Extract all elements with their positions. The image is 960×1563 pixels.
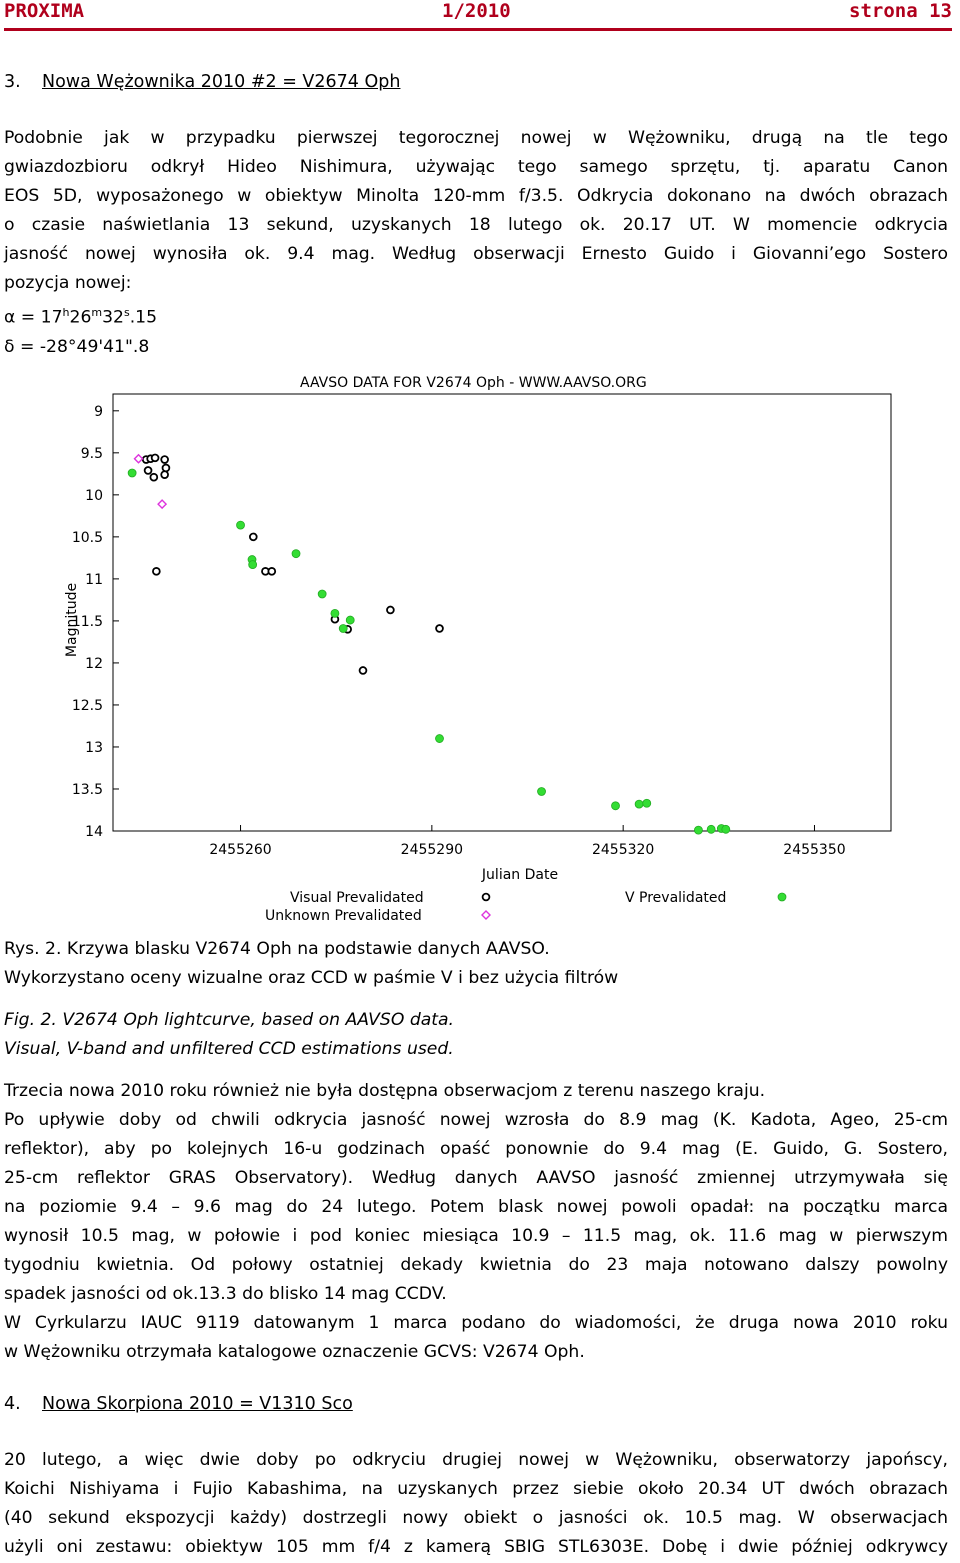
section-title: Nowa Wężownika 2010 #2 = V2674 Oph — [42, 72, 401, 92]
figure-caption-en — [4, 1006, 948, 1064]
data-point — [163, 465, 170, 472]
paragraph-line: jasność nowej wynosiła ok. 9.4 mag. Według obserwacji Ernesto Guido i Giovanni’ego Sostero — [4, 244, 948, 264]
x-tick-label: 2455320 — [591, 842, 655, 858]
x-ticks — [209, 825, 845, 858]
data-point — [360, 667, 367, 674]
data-point — [268, 568, 275, 575]
paragraph-line: Podobnie jak w przypadku pierwszej tegorocznej nowej w Wężowniku, drugą na tle tego — [4, 128, 948, 148]
caption-line: Wykorzystano oceny wizualne oraz CCD w paśmie V i bez użycia filtrów — [4, 968, 619, 988]
x-tick-label: 2455350 — [783, 842, 846, 858]
paragraph-line: 20 lutego, a więc dwie doby po odkryciu drugiej nowej w Wężowniku, obserwatorzy japońscy, — [4, 1450, 948, 1470]
data-point — [318, 590, 326, 598]
data-point — [249, 561, 257, 569]
data-point — [538, 788, 546, 796]
data-point — [128, 469, 136, 477]
y-tick-label: 13.5 — [71, 781, 103, 798]
paragraph-line: spadek jasności od ok.13.3 do blisko 14 mag CCDV. — [4, 1284, 447, 1304]
paragraph-line: o czasie naświetlania 13 sekund, uzyskanych 18 lutego ok. 20.17 UT. W momencie odkrycia — [4, 215, 948, 235]
data-point — [436, 735, 444, 743]
issue-number: 1/2010 — [442, 0, 511, 22]
paragraph-line: (40 sekund ekspozycji każdy) dostrzegli nowy obiekt o jasności ok. 10.5 mag. W obserwacjach — [4, 1508, 948, 1528]
data-point — [250, 533, 257, 540]
page-number: strona 13 — [849, 0, 952, 22]
page-header — [4, 0, 952, 31]
section-number: 4. — [4, 1394, 21, 1414]
paragraph-line: Po upływie doby od chwili odkrycia jasność nowej wzrosła do 8.9 mag (K. Kadota, Ageo, 25-cm — [4, 1110, 948, 1130]
paragraph-line: W Cyrkularzu IAUC 9119 datowanym 1 marca podano do wiadomości, że druga nowa 2010 roku — [4, 1313, 948, 1333]
y-tick-label: 14 — [85, 824, 103, 840]
data-points — [128, 454, 730, 834]
caption-line: Visual, V-band and unfiltered CCD estimations used. — [4, 1039, 454, 1059]
legend-marker — [483, 894, 490, 901]
y-axis-label: Magnitude — [64, 582, 80, 658]
plot-frame — [113, 394, 891, 831]
caption-line: Fig. 2. V2674 Oph lightcurve, based on AAVSO data. — [4, 1010, 455, 1030]
section-3-heading — [4, 72, 400, 92]
data-point — [339, 624, 347, 632]
paragraph-line: użyli oni zestawu: obiektyw 105 mm f/4 z kamerą SBIG STL6303E. Dobę i dwie później odkrywcy — [4, 1537, 948, 1557]
declination: δ = -28°49'41".8 — [4, 336, 150, 357]
legend-label: V Prevalidated — [625, 890, 727, 906]
y-ticks — [72, 404, 119, 840]
y-tick-label: 11 — [85, 571, 103, 588]
body-paragraph-2 — [4, 1077, 948, 1367]
y-tick-label: 9 — [94, 403, 103, 420]
legend — [265, 890, 786, 924]
legend-marker — [778, 893, 786, 901]
y-tick-label: 12.5 — [71, 697, 103, 714]
data-point — [152, 454, 159, 461]
journal-name: PROXIMA — [4, 0, 85, 22]
section-number: 3. — [4, 72, 21, 92]
data-point — [331, 609, 339, 617]
data-point — [158, 500, 166, 508]
section-3-paragraph — [4, 124, 948, 362]
x-tick-label: 2455290 — [400, 842, 464, 858]
paragraph-line: na poziomie 9.4 – 9.6 mag do 24 lutego. Potem blask nowej powoli opadał: na początku marca — [4, 1197, 948, 1217]
y-tick-label: 10 — [85, 487, 103, 504]
section-4-paragraph — [4, 1446, 948, 1562]
data-point — [135, 455, 143, 463]
y-tick-label: 9.5 — [80, 445, 103, 462]
paragraph-line: Trzecia nowa 2010 roku również nie była dostępna obserwacjom z terenu naszego kraju. — [4, 1081, 766, 1101]
data-point — [722, 825, 730, 833]
legend-label: Unknown Prevalidated — [265, 908, 422, 924]
paragraph-line: EOS 5D, wyposażonego w obiektyw Minolta 120-mm f/3.5. Odkrycia dokonano na dwóch obrazach — [4, 186, 948, 206]
data-point — [694, 826, 702, 834]
paragraph-line: gwiazdozbioru odkrył Hideo Nishimura, używając tego samego sprzętu, tj. aparatu Canon — [4, 157, 948, 177]
data-point — [436, 625, 443, 632]
caption-line: Rys. 2. Krzywa blasku V2674 Oph na podstawie danych AAVSO. — [4, 939, 550, 959]
y-tick-label: 13 — [85, 739, 103, 756]
paragraph-line: w Wężowniku otrzymała katalogowe oznaczenie GCVS: V2674 Oph. — [4, 1342, 585, 1362]
data-point — [707, 825, 715, 833]
chart-title: AAVSO DATA FOR V2674 Oph - WWW.AAVSO.ORG — [300, 375, 647, 391]
paragraph-line: pozycja nowej: — [4, 273, 132, 293]
y-tick-label: 12 — [85, 655, 103, 672]
data-point — [643, 799, 651, 807]
data-point — [612, 802, 620, 810]
lightcurve-chart — [50, 365, 900, 935]
paragraph-line: wynosił 10.5 mag, w połowie i pod koniec miesiąca 10.9 – 11.5 mag, ok. 11.6 mag w pierwszym — [4, 1226, 948, 1246]
right-ascension: $\alpha = 17^h26^m32^s.15$ — [4, 306, 158, 328]
figure-caption-pl — [4, 935, 948, 993]
paragraph-line: Koichi Nishiyama i Fujio Kabashima, na uzyskanych przez siebie około 20.34 UT dwóch obrazach — [4, 1479, 948, 1499]
data-point — [635, 800, 643, 808]
data-point — [346, 616, 354, 624]
data-point — [153, 568, 160, 575]
y-tick-label: 11.5 — [71, 613, 103, 630]
data-point — [237, 521, 245, 529]
paragraph-line: reflektor), aby po kolejnych 16-u godzinach opaść ponownie do 9.4 mag (E. Guido, G. Sostero, — [4, 1139, 948, 1159]
section-title: Nowa Skorpiona 2010 = V1310 Sco — [42, 1394, 353, 1414]
data-point — [292, 550, 300, 558]
data-point — [161, 456, 168, 463]
paragraph-line: tygodniu kwietnia. Od połowy ostatniej dekady kwietnia do 23 maja notowano dalszy powolny — [4, 1255, 948, 1275]
legend-label: Visual Prevalidated — [290, 890, 424, 906]
data-point — [150, 474, 157, 481]
paragraph-line: 25-cm reflektor GRAS Observatory). Według danych AAVSO jasność zmiennej utrzymywała się — [4, 1168, 948, 1188]
section-4-heading — [4, 1394, 353, 1414]
x-axis-label: Julian Date — [481, 867, 559, 883]
legend-marker — [482, 911, 490, 919]
data-point — [161, 471, 168, 478]
y-tick-label: 10.5 — [71, 529, 103, 546]
data-point — [387, 607, 394, 614]
data-point — [145, 467, 152, 474]
x-tick-label: 2455260 — [209, 842, 272, 858]
